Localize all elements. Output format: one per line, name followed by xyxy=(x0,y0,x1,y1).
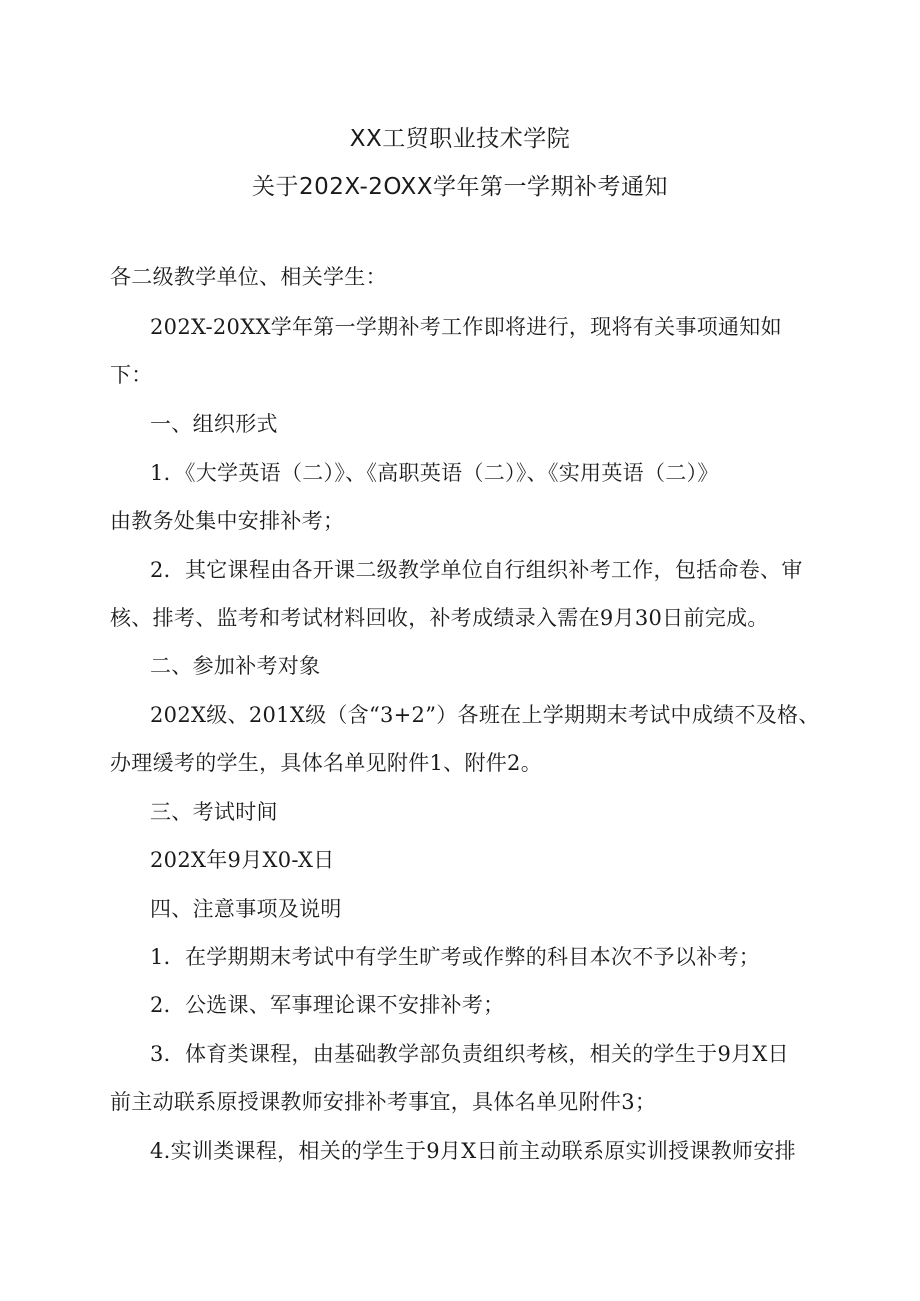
section4-item1: 1．在学期期末考试中有学生旷考或作弊的科目本次不予以补考； xyxy=(150,945,761,969)
section2-heading: 二、参加补考对象 xyxy=(150,654,321,678)
salutation: 各二级教学单位、相关学生： xyxy=(110,265,387,289)
section1-item2-line1: 2．其它课程由各开课二级教学单位自行组织补考工作，包括命卷、审 xyxy=(150,558,803,582)
section1-item1-line1: 1．《大学英语（二）》、《高职英语（二）》、《实用英语（二）》 xyxy=(150,461,719,485)
section3-heading: 三、考试时间 xyxy=(150,800,278,824)
section1-item1-line2: 由教务处集中安排补考； xyxy=(110,509,345,533)
document-title-line2: 关于202X-2OXX学年第一学期补考通知 xyxy=(251,174,669,200)
section4-item3-line2: 前主动联系原授课教师安排补考事宜，具体名单见附件3； xyxy=(110,1090,657,1114)
intro-paragraph-line1: 202X-20XX学年第一学期补考工作即将进行，现将有关事项通知如 xyxy=(150,315,782,339)
section2-paragraph-line2: 办理缓考的学生，具体名单见附件1、附件2。 xyxy=(110,751,543,775)
document-title-line1: XX工贸职业技术学院 xyxy=(349,126,571,152)
section4-heading: 四、注意事项及说明 xyxy=(150,897,342,921)
section4-item3-line1: 3．体育类课程，由基础教学部负责组织考核，相关的学生于9月X日 xyxy=(150,1042,789,1066)
section3-paragraph: 202X年9月X0-X日 xyxy=(150,848,335,872)
section1-item2-line2: 核、排考、监考和考试材料回收，补考成绩录入需在9月30日前完成。 xyxy=(110,606,769,630)
section2-paragraph-line1: 202X级、201X级（含“3+2”）各班在上学期期末考试中成绩不及格、 xyxy=(150,703,820,727)
section1-heading: 一、组织形式 xyxy=(150,412,278,436)
section4-item4-line1: 4.实训类课程，相关的学生于9月X日前主动联系原实训授课教师安排 xyxy=(150,1139,796,1163)
section4-item2: 2．公选课、军事理论课不安排补考； xyxy=(150,993,505,1017)
intro-paragraph-line2: 下： xyxy=(110,363,153,387)
